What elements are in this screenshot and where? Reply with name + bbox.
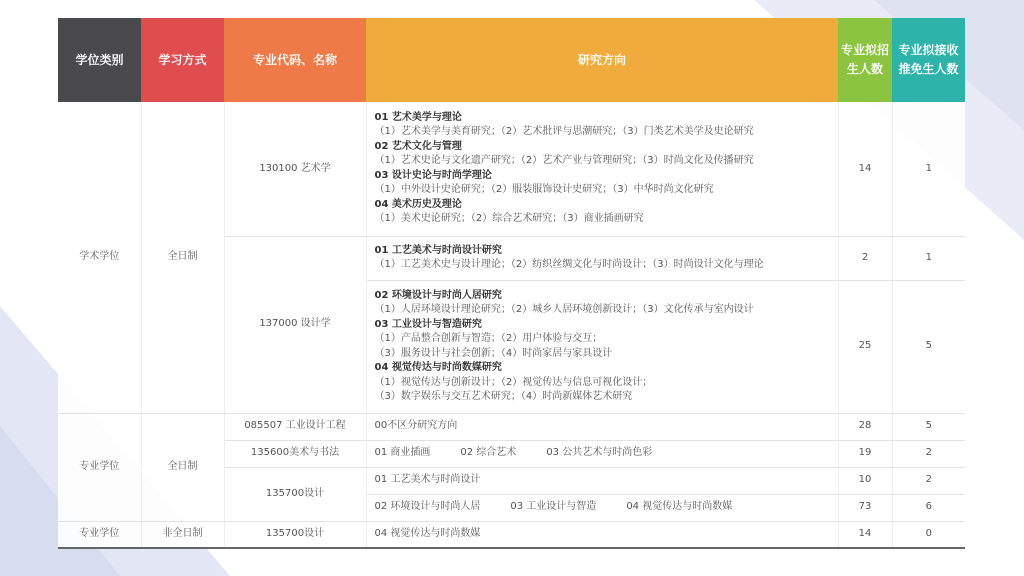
study-mode-cell: 全日制 [141, 413, 224, 521]
direction-title: 04 美术历史及理论 [374, 198, 462, 210]
direction-title: 01 艺术美学与理论 [374, 111, 462, 123]
direction-item: 02 综合艺术 [460, 447, 517, 459]
study-mode-cell: 全日制 [141, 102, 224, 413]
direction-title: 04 视觉传达与时尚数媒研究 [374, 362, 502, 373]
direction-cell [366, 280, 838, 413]
degree-type-cell: 学术学位 [58, 102, 141, 413]
table-row [58, 102, 965, 236]
direction-item: 04 视觉传达与时尚数媒 [626, 501, 733, 513]
table-row [58, 521, 965, 548]
direction-cell [366, 494, 838, 521]
major-cell: 135700设计 [224, 467, 366, 521]
major-cell: 135700设计 [224, 521, 366, 548]
header-study-mode: 学习方式 [141, 18, 224, 102]
direction-cell [366, 440, 838, 467]
direction-detail: （1）人居环境设计理论研究；（2）城乡人居环境创新设计；（3）文化传承与室内设计 [374, 304, 754, 315]
quota-cell: 19 [838, 440, 892, 467]
direction-detail: （1）工艺美术史与设计理论；（2）纺织丝绸文化与时尚设计；（3）时尚设计文化与理论 [374, 259, 764, 270]
direction-title: 02 环境设计与时尚人居研究 [374, 289, 502, 301]
major-cell: 130100 艺术学 [224, 102, 366, 236]
direction-cell [366, 236, 838, 280]
direction-cell: 00不区分研究方向 [366, 413, 838, 440]
direction-detail: （3）数字娱乐与交互艺术研究；（4）时尚新媒体艺术研究 [374, 391, 633, 402]
study-mode-cell: 非全日制 [141, 521, 224, 548]
direction-detail: （1）视觉传达与创新设计；（2）视觉传达与信息可视化设计； [374, 376, 653, 388]
direction-detail: （1）中外设计史论研究；（2）服装服饰设计史研究；（3）中华时尚文化研究 [374, 184, 714, 196]
header-exempt: 专业拟接收推免生人数 [892, 18, 965, 102]
quota-cell: 25 [838, 280, 892, 413]
direction-item: 01 商业插画 [374, 447, 431, 459]
exempt-cell: 1 [892, 102, 965, 236]
major-cell: 085507 工业设计工程 [224, 413, 366, 440]
direction-title: 02 艺术文化与管理 [374, 140, 462, 152]
exempt-cell: 0 [892, 521, 965, 548]
direction-item: 02 环境设计与时尚人居 [374, 501, 481, 513]
header-direction: 研究方向 [366, 18, 838, 102]
degree-type-cell: 专业学位 [58, 413, 141, 521]
header-quota: 专业拟招生人数 [838, 18, 892, 102]
direction-item: 03 公共艺术与时尚色彩 [546, 447, 653, 459]
direction-title: 03 工业设计与智造研究 [374, 318, 482, 330]
direction-detail: （1）美术史论研究；（2）综合艺术研究；（3）商业插画研究 [374, 213, 644, 225]
table-row [58, 413, 965, 440]
enrollment-table [58, 18, 965, 549]
header-row [58, 18, 965, 102]
direction-detail: （1）艺术美学与美育研究；（2）艺术批评与思潮研究；（3）门类艺术美学及史论研究 [374, 126, 754, 138]
quota-cell: 2 [838, 236, 892, 280]
major-cell: 135600美术与书法 [224, 440, 366, 467]
direction-cell: 01 工艺美术与时尚设计 [366, 467, 838, 494]
exempt-cell: 2 [892, 467, 965, 494]
header-major: 专业代码、名称 [224, 18, 366, 102]
quota-cell: 10 [838, 467, 892, 494]
exempt-cell: 5 [892, 280, 965, 413]
exempt-cell: 5 [892, 413, 965, 440]
degree-type-cell: 专业学位 [58, 521, 141, 548]
quota-cell: 14 [838, 102, 892, 236]
direction-cell: 04 视觉传达与时尚数媒 [366, 521, 838, 548]
direction-cell [366, 102, 838, 236]
exempt-cell: 6 [892, 494, 965, 521]
major-cell: 137000 设计学 [224, 236, 366, 413]
exempt-cell: 2 [892, 440, 965, 467]
quota-cell: 28 [838, 413, 892, 440]
quota-cell: 73 [838, 494, 892, 521]
direction-item: 03 工业设计与智造 [510, 501, 597, 513]
direction-detail: （3）服务设计与社会创新；（4）时尚家居与家具设计 [374, 347, 613, 359]
quota-cell: 14 [838, 521, 892, 548]
direction-title: 01 工艺美术与时尚设计研究 [374, 244, 502, 256]
exempt-cell: 1 [892, 236, 965, 280]
direction-detail: （1）产品整合创新与智造；（2）用户体验与交互； [374, 333, 603, 344]
direction-detail: （1）艺术史论与文化遗产研究；（2）艺术产业与管理研究；（3）时尚文化及传播研究 [374, 155, 754, 167]
header-degree-type: 学位类别 [58, 18, 141, 102]
direction-title: 03 设计史论与时尚学理论 [374, 169, 492, 181]
